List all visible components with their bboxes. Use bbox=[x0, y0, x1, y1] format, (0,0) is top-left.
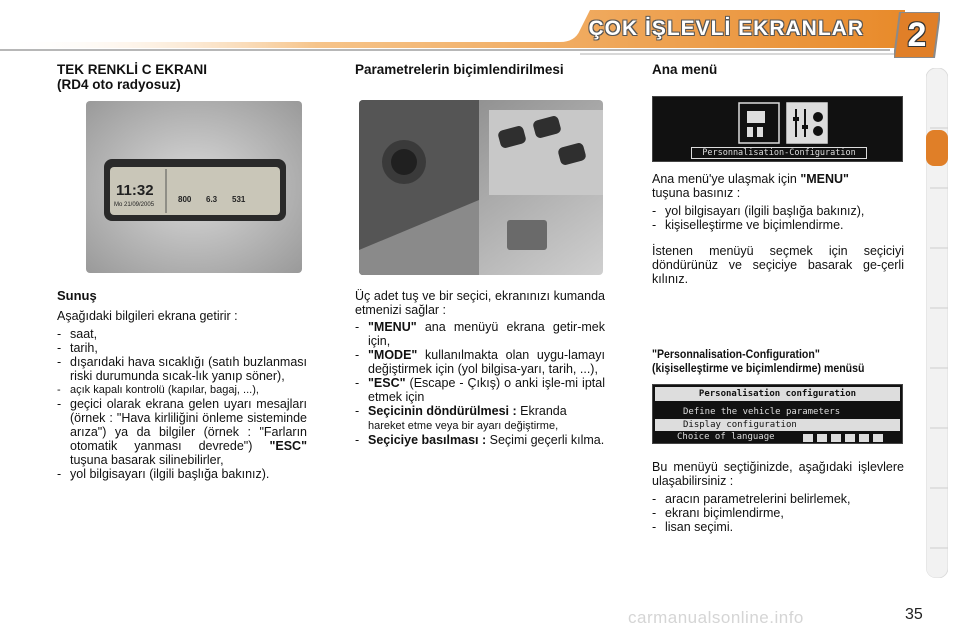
list-item: - geçici olarak ekrana gelen uyarı mesajları (örnek : "Hava kirliliğini önleme sisteminde arıza") ya da bilgiler (örnek : "Farların otomatik yanması devrede") "ESC" tuşuna basarak silinebilirler, bbox=[57, 397, 307, 467]
submenu-heading: "Personnalisation-Configuration" (kişiselleştirme ve biçimlendirme) menüsü bbox=[652, 347, 865, 375]
config-row-language[interactable]: Choice of language bbox=[677, 432, 775, 442]
main-menu-intro: Ana menü'ye ulaşmak için "MENU" tuşuna basınız : bbox=[652, 172, 849, 200]
list-item: - ekranı biçimlendirme, bbox=[652, 506, 904, 520]
sunus-title: Sunuş bbox=[57, 288, 97, 303]
list-item: - tarih, bbox=[57, 341, 307, 355]
list-item: - dışarıdaki hava sıcaklığı (satıh buzlanması riski durumunda sıcak-lık yanıp söner), bbox=[57, 355, 307, 383]
active-tab bbox=[926, 130, 948, 166]
config-text bbox=[652, 460, 904, 534]
section-title-parameters: Parametrelerin biçimlendirilmesi bbox=[355, 62, 564, 77]
display-value-2: 6.3 bbox=[206, 195, 218, 204]
sunus-intro: Aşağıdaki bilgileri ekrana getirir : bbox=[57, 309, 238, 323]
sunus-list bbox=[57, 327, 307, 481]
config-list bbox=[652, 492, 904, 534]
flag-icons bbox=[803, 433, 883, 443]
column-main-menu bbox=[652, 62, 904, 77]
config-row-display[interactable]: Display configuration bbox=[655, 419, 900, 431]
list-item: - kişiselleştirme ve biçimlendirme. bbox=[652, 218, 904, 232]
config-screen-header: Personalisation configuration bbox=[655, 387, 900, 401]
list-item: - aracın parametrelerini belirlemek, bbox=[652, 492, 904, 506]
display-value-1: 800 bbox=[178, 195, 192, 204]
sunus-block bbox=[57, 289, 307, 481]
settings-icon bbox=[787, 103, 827, 143]
config-screen bbox=[652, 384, 903, 444]
section-title-main-menu: Ana menü bbox=[652, 62, 718, 77]
list-item: - "MODE" kullanılmakta olan uygu-lamayı değiştirmek için (yol bilgisa-yarı, tarih, ...), bbox=[355, 348, 605, 376]
chapter-tab-strip bbox=[926, 68, 948, 578]
parameters-text bbox=[355, 289, 605, 447]
list-item: - açık kapalı kontrolü (kapılar, bagaj, ...), bbox=[57, 383, 307, 397]
column-mono-display bbox=[57, 62, 307, 92]
section-title-mono: TEK RENKLİ C EKRANI (RD4 oto radyosuz) bbox=[57, 62, 208, 92]
list-item: - "MENU" ana menüyü ekrana getir-mek için, bbox=[355, 320, 605, 348]
display-value-3: 531 bbox=[232, 195, 246, 204]
list-item: - yol bilgisayarı (ilgili başlığa bakınız), bbox=[652, 204, 904, 218]
chapter-number: 2 bbox=[907, 16, 927, 54]
page-number: 35 bbox=[905, 606, 923, 623]
select-instructions: İstenen menüyü seçmek için seçiciyi döndürünüz ve seçiciye basarak ge-çerli kılınız. bbox=[652, 244, 904, 286]
display-date: Mo 21/09/2005 bbox=[114, 202, 155, 208]
list-item: - lisan seçimi. bbox=[652, 520, 904, 534]
page-title: ÇOK İŞLEVLİ EKRANLAR bbox=[588, 17, 864, 40]
list-item: - "ESC" (Escape - Çıkış) o anki işle-mi iptal etmek için bbox=[355, 376, 605, 404]
list-item: - Seçicinin döndürülmesi : Ekranda hareket etme veya bir ayarı değiştirme, bbox=[355, 404, 605, 433]
parameters-intro: Üç adet tuş ve bir seçici, ekranınızı kumanda etmenizi sağlar : bbox=[355, 289, 605, 317]
watermark: carmanualsonline.info bbox=[628, 608, 804, 627]
list-item: - yol bilgisayarı (ilgili başlığa bakınız). bbox=[57, 467, 307, 481]
parameters-list bbox=[355, 320, 605, 447]
main-menu-text bbox=[652, 172, 904, 286]
column-parameters bbox=[355, 62, 605, 77]
main-menu-list bbox=[652, 204, 904, 232]
list-item: - Seçiciye basılması : Seçimi geçerli kılma. bbox=[355, 433, 605, 447]
main-menu-screen-label: Personnalisation-Configuration bbox=[691, 147, 867, 159]
main-menu-screen bbox=[652, 96, 903, 162]
display-time: 11:32 bbox=[116, 182, 154, 199]
controls-photo bbox=[359, 100, 603, 275]
config-row-define[interactable]: Define the vehicle parameters bbox=[683, 407, 841, 417]
config-intro: Bu menüyü seçtiğinizde, aşağıdaki işlevlere ulaşabilirsiniz : bbox=[652, 460, 904, 488]
list-item: - saat, bbox=[57, 327, 307, 341]
